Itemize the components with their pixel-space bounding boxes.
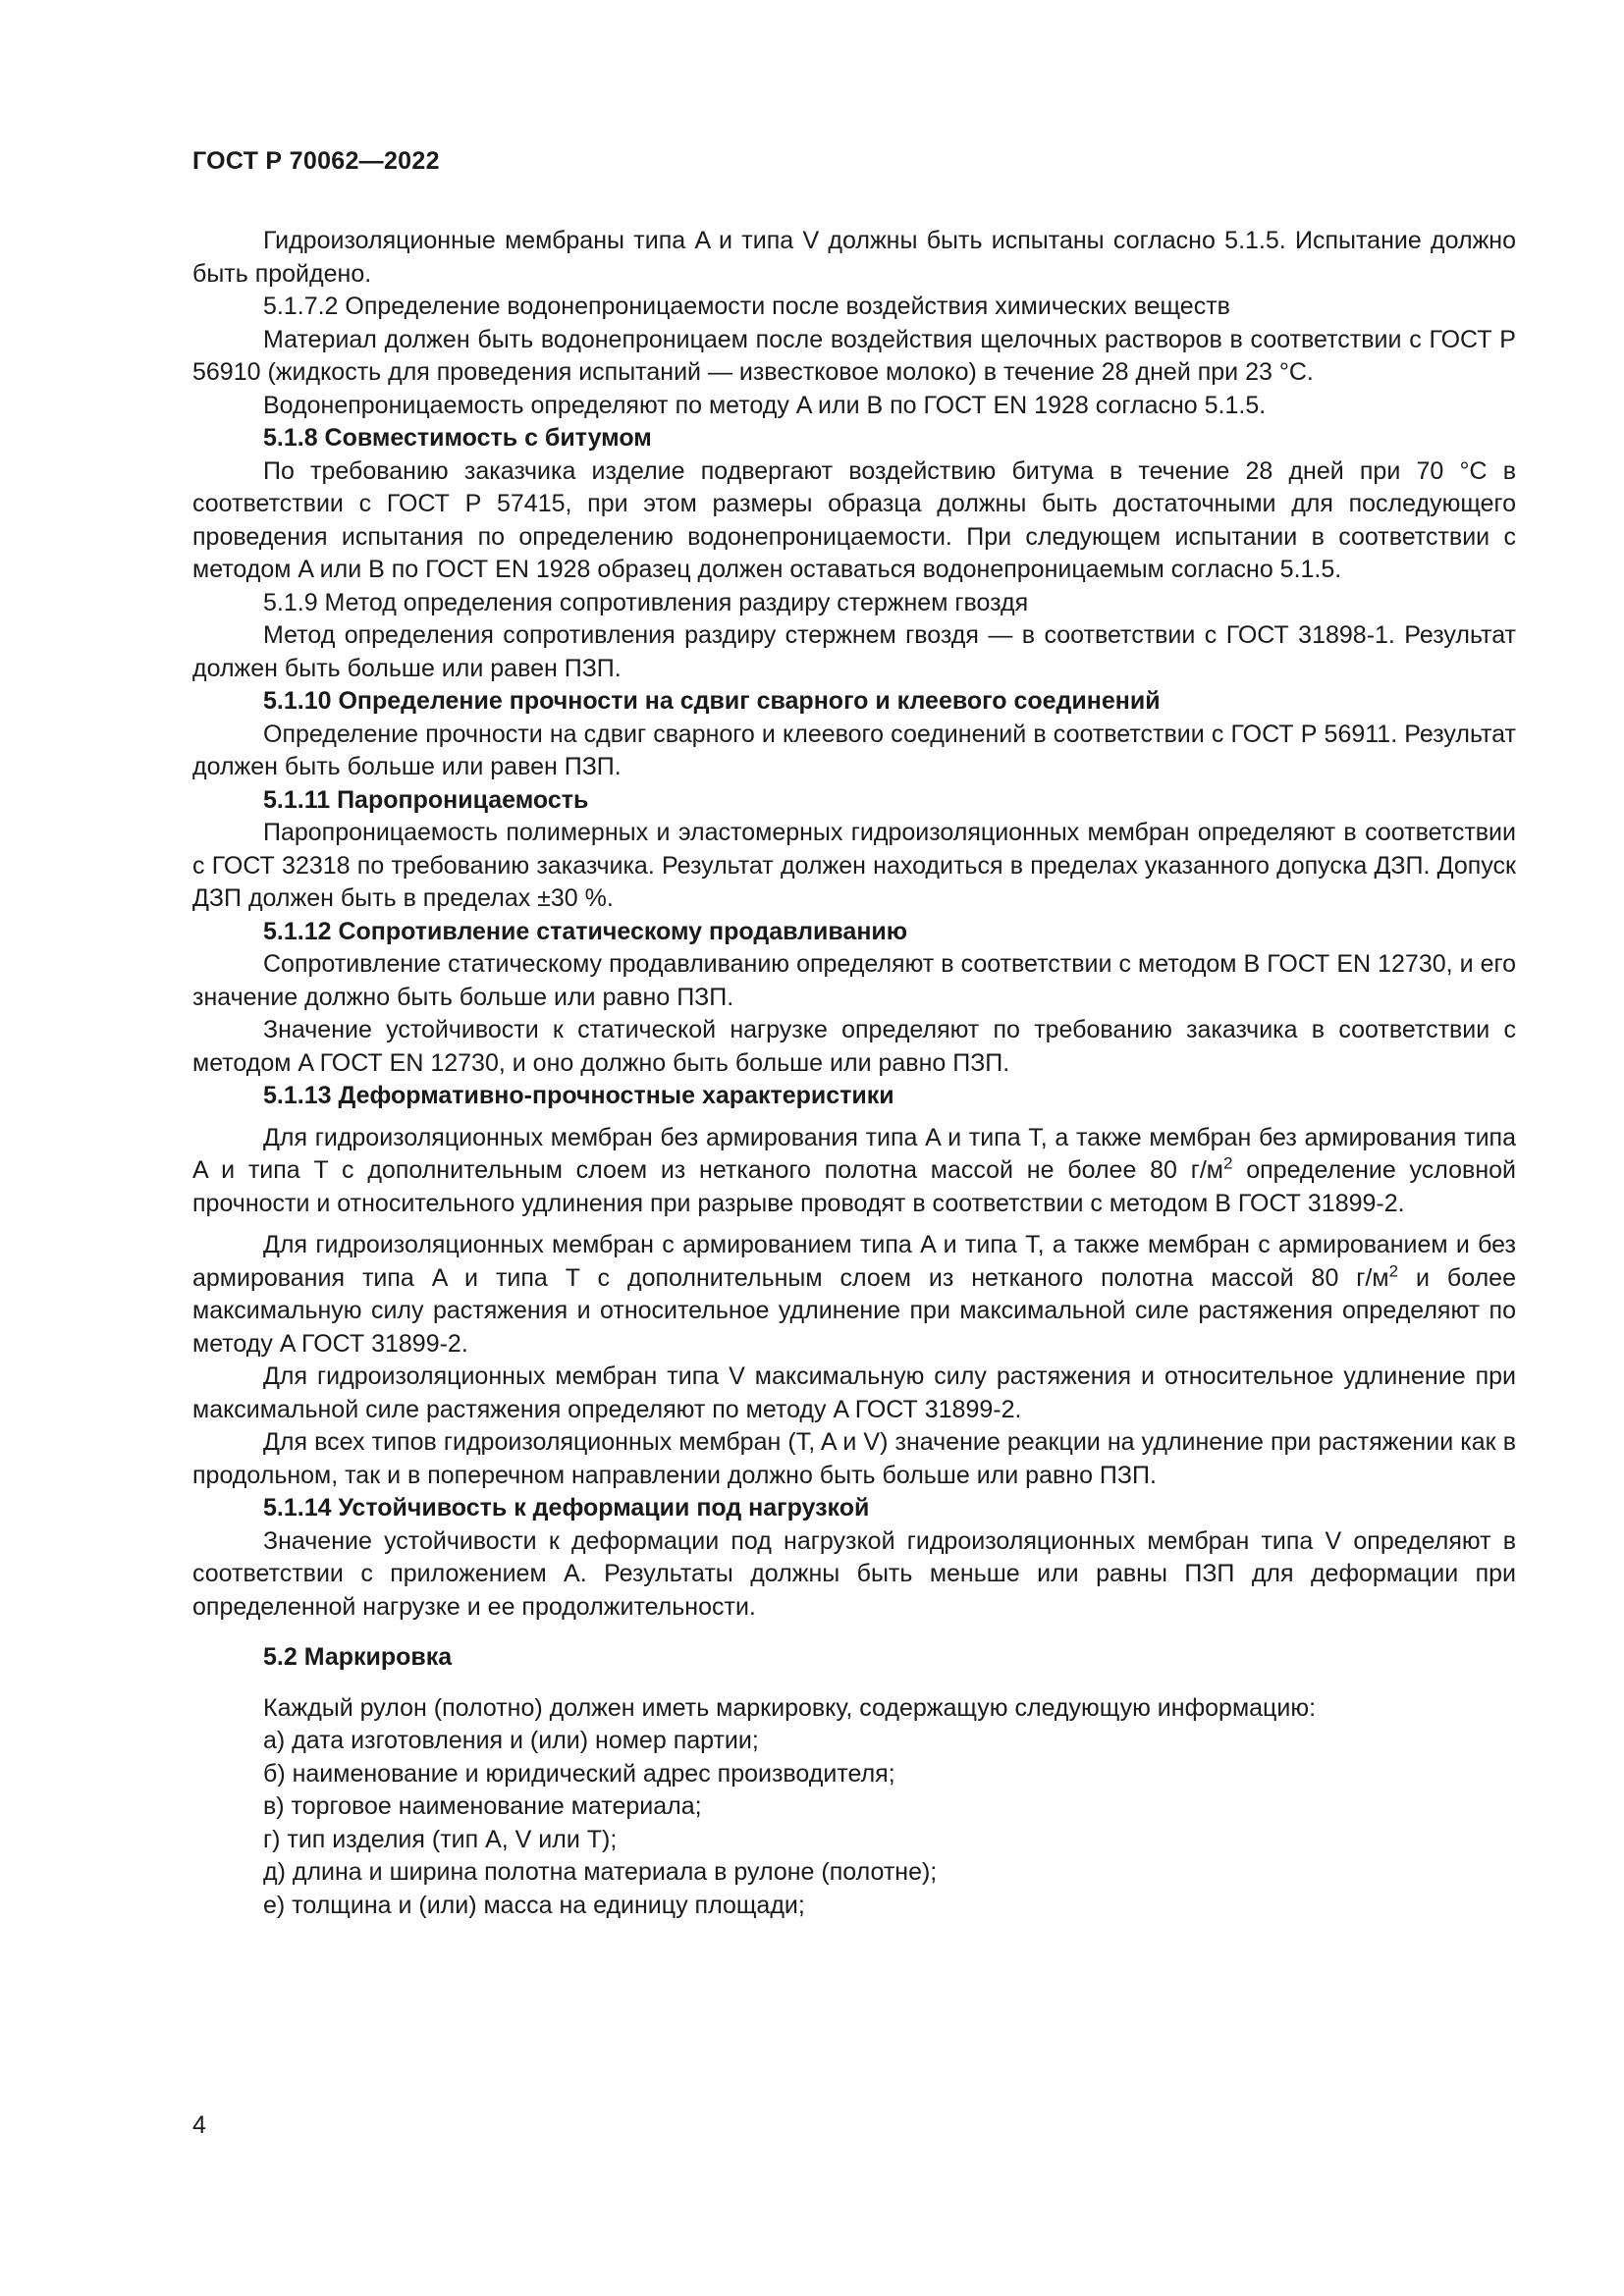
section-heading: 5.2 Маркировка xyxy=(263,1643,453,1671)
paragraph: а) дата изготовления и (или) номер партии; xyxy=(263,1727,759,1754)
paragraph: Водонепроницаемость определяют по методу A или B по ГОСТ EN 1928 согласно 5.1.5. xyxy=(263,391,1267,419)
paragraph: 5.1.7.2 Определение водонепроницаемости после воздействия химических веществ xyxy=(263,293,1230,320)
paragraph: в) торговое наименование материала; xyxy=(263,1792,702,1820)
section-heading: 5.1.12 Сопротивление статическому продавливанию xyxy=(263,917,908,945)
paragraph: Паропроницаемость полимерных и эластомерных гидроизоляционных мембран определяют в соответствии с ГОСТ 32318 по требованию заказчика. Результат должен находиться в пределах указанного допуска ДЗП. Допуск ДЗП должен быть в пределах ±30 %. xyxy=(192,819,1516,912)
section-heading: 5.1.14 Устойчивость к деформации под нагрузкой xyxy=(263,1494,870,1522)
paragraph: Материал должен быть водонепроницаем после воздействия щелочных растворов в соответствии с ГОСТ Р 56910 (жидкость для проведения испытаний — известковое молоко) в течение 28 дней при 23 °С. xyxy=(192,325,1516,386)
paragraph: Для всех типов гидроизоляционных мембран (T, A и V) значение реакции на удлинение при растяжении как в продольном, так и в поперечном направлении должно быть больше или равно ПЗП. xyxy=(192,1428,1516,1489)
paragraph: По требованию заказчика изделие подвергают воздействию битума в течение 28 дней при 70 °С в соответствии с ГОСТ Р 57415, при этом размеры образца должны быть достаточными для последующего проведения испытания по определению водонепроницаемости. При следующем испытании в соответствии с методом A или B по ГОСТ EN 1928 образец должен оставаться водонепроницаемым согласно 5.1.5. xyxy=(192,456,1516,583)
section-heading: 5.1.11 Паропроницаемость xyxy=(263,785,589,814)
section-heading: 5.1.13 Деформативно-прочностные характеристики xyxy=(263,1082,894,1109)
paragraph: е) толщина и (или) масса на единицу площади; xyxy=(263,1891,805,1919)
superscript: 2 xyxy=(1222,1153,1233,1173)
paragraph: Определение прочности на сдвиг сварного и клеевого соединений в соответствии с ГОСТ Р 56911. Результат должен быть больше или равен ПЗП. xyxy=(192,720,1516,780)
paragraph: 5.1.9 Метод определения сопротивления раздиру стержнем гвоздя xyxy=(263,588,1029,616)
paragraph: б) наименование и юридический адрес производителя; xyxy=(263,1759,895,1788)
document-body xyxy=(192,225,1516,1922)
paragraph: Для гидроизоляционных мембран типа V максимальную силу растяжения и относительное удлинение при максимальной силе растяжения определяют по методу A ГОСТ 31899-2. xyxy=(192,1362,1516,1423)
paragraph xyxy=(192,1122,1516,1221)
paragraph: Сопротивление статическому продавливанию определяют в соответствии с методом B ГОСТ EN 12730, и его значение должно быть больше или равно ПЗП. xyxy=(192,950,1516,1011)
paragraph-text: Для гидроизоляционных мембран без армирования типа A и типа T, а также мембран без армирования типа A и типа T с дополнительным слоем из нетканого полотна массой не более 80 г/м xyxy=(192,1123,1516,1184)
paragraph: Каждый рулон (полотно) должен иметь маркировку, содержащую следующую информацию: xyxy=(263,1693,1317,1722)
paragraph-text: Для гидроизоляционных мембран с армированием типа A и типа T, а также мембран с армированием и без армирования типа A и типа T с дополнительным слоем из нетканого полотна массой 80 г/м xyxy=(192,1231,1516,1292)
paragraph: Значение устойчивости к статической нагрузке определяют по требованию заказчика в соответствии с методом A ГОСТ EN 12730, и оно должно быть больше или равно ПЗП. xyxy=(192,1016,1516,1077)
paragraph: г) тип изделия (тип A, V или T); xyxy=(263,1825,618,1853)
document-header: ГОСТ Р 70062—2022 xyxy=(192,147,440,175)
section-heading: 5.1.8 Совместимость с битумом xyxy=(263,424,652,452)
section-heading: 5.1.10 Определение прочности на сдвиг сварного и клеевого соединений xyxy=(263,687,1161,715)
paragraph-text: определение условной прочности и относительного удлинения при разрыве проводят в соответствии с методом B ГОСТ 31899-2. xyxy=(192,1156,1516,1217)
superscript: 2 xyxy=(1388,1261,1399,1281)
paragraph: Значение устойчивости к деформации под нагрузкой гидроизоляционных мембран типа V определяют в соответствии с приложением А. Результаты должны быть меньше или равны ПЗП для деформации при определенной нагрузке и ее продолжительности. xyxy=(192,1526,1516,1621)
paragraph: д) длина и ширина полотна материала в рулоне (полотне); xyxy=(263,1858,938,1886)
paragraph xyxy=(192,1229,1516,1361)
paragraph: Метод определения сопротивления раздиру стержнем гвоздя — в соответствии с ГОСТ 31898-1. Результат должен быть больше или равен ПЗП. xyxy=(192,621,1516,682)
paragraph: Гидроизоляционные мембраны типа A и типа V должны быть испытаны согласно 5.1.5. Испытание должно быть пройдено. xyxy=(192,227,1516,288)
paragraph-text: и более максимальную силу растяжения и относительное удлинение при максимальной силе растяжения определяют по методу A ГОСТ 31899-2. xyxy=(192,1263,1516,1358)
page-number: 4 xyxy=(192,2111,206,2139)
